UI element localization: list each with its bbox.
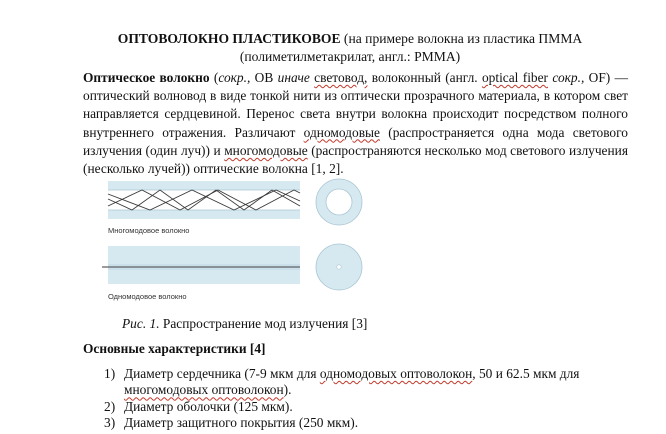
list-number: 3) <box>104 415 116 431</box>
document-title <box>60 30 640 66</box>
abbr: сокр., <box>552 70 585 85</box>
list-number: 2) <box>104 398 116 414</box>
spell-word: световод, <box>314 70 368 85</box>
text-run: OF) — оптический волновод в виде тонкой нити из оптически прозрачного материала, в котором свет направляется сердцевиной. Перенос света внутри волокна происходит посредством полного внутреннего отражения. Различают <box>83 70 628 140</box>
term: Оптическое волокно <box>83 70 210 85</box>
intro-paragraph <box>83 69 628 178</box>
section-heading: Основные характеристики [4] <box>83 341 266 356</box>
abbr: сокр., <box>218 70 251 85</box>
spell-word: многомодовых оптоволокон <box>124 382 284 398</box>
title-line2: (полиметилметакрилат, англ.: PMMA) <box>239 49 461 64</box>
text-run: ( <box>209 70 219 85</box>
text-run: ). <box>283 382 292 398</box>
text-run: Диаметр оболочки (125 мкм). <box>124 398 293 414</box>
text-run: волоконный (англ. <box>367 70 482 85</box>
fiber-diagram <box>102 176 387 306</box>
otherwise: иначе <box>277 70 310 85</box>
label-singlemode: Одномодовое волокно <box>108 292 187 301</box>
caption-text: Распространение мод излучения [3] <box>159 316 368 331</box>
title-rest: (на примере волокна из пластика ПММА <box>340 31 583 46</box>
fiber-figure <box>102 176 387 306</box>
list-item <box>104 366 624 399</box>
spell-word: одномодовых оптоволокон <box>319 366 473 381</box>
characteristics-list <box>104 366 624 432</box>
label-multimode: Многомодовое волокно <box>108 226 190 235</box>
text-run: (распространяются несколько мод светового излучения (несколько лучей)) оптические волокна [1, 2]. <box>83 142 628 177</box>
caption-label: Рис. 1. <box>122 316 160 331</box>
spell-word: одномодовые <box>303 124 380 140</box>
text-run: (распространяется одна мода светового излучения (один луч)) и <box>83 124 628 158</box>
spell-word: многомодовые <box>224 142 308 158</box>
list-item <box>104 415 624 431</box>
figure-caption <box>122 316 367 332</box>
text-run: Диаметр сердечника (7-9 мкм для <box>124 366 320 381</box>
spell-word: optical fiber <box>481 70 549 85</box>
text-run: , 50 и 62.5 мкм для <box>472 366 580 381</box>
singlemode-core-section <box>337 265 341 269</box>
text-run: Диаметр защитного покрытия (250 мкм). <box>124 415 359 431</box>
list-item <box>104 399 624 415</box>
title-bold: ОПТОВОЛОКНО ПЛАСТИКОВОЕ <box>117 31 341 46</box>
multimode-core-section <box>326 189 352 215</box>
list-number: 1) <box>104 366 116 381</box>
text-run: ОВ <box>250 70 278 85</box>
